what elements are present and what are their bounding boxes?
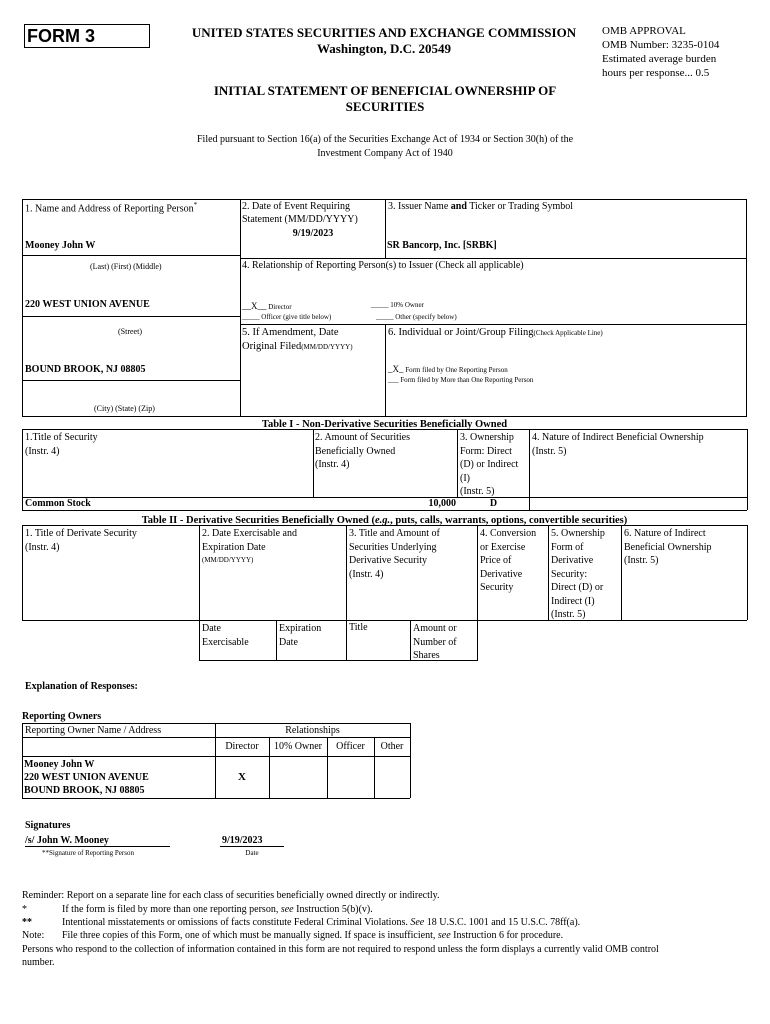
explanation-heading: Explanation of Responses: <box>25 681 138 692</box>
table1-col2-header: 2. Amount of Securities Beneficially Owned (Instr. 4) <box>315 432 410 470</box>
filed-pursuant-line2: Investment Company Act of 1940 <box>317 148 453 159</box>
form-label: FORM 3 <box>27 26 96 46</box>
signatures-heading: Signatures <box>25 820 71 831</box>
table2-col4-header: 4. Conversion or Exercise Price of Derivative Security <box>480 528 537 593</box>
table1-security-cell: Common Stock <box>25 498 91 509</box>
box4-label: 4. Relationship of Reporting Person(s) to Issuer (Check all applicable) <box>242 260 524 271</box>
more-reporting-persons-option[interactable]: ___ Form filed by More than One Reporting Person <box>388 376 534 384</box>
director-checkbox[interactable]: __X__ Director <box>242 301 292 311</box>
ten-percent-owner-header: 10% Owner <box>273 741 323 752</box>
box3-label: 3. Issuer Name and Ticker or Trading Symbol <box>388 201 574 212</box>
footnote-double-star-text: Intentional misstatements or omissions of facts constitute Federal Criminal Violations. See 18 U.S.C. 1001 and 15 U.S.C. 78ff(a). <box>62 917 581 928</box>
footnote-double-star: ** <box>22 917 32 928</box>
issuer-name: SR Bancorp, Inc. [SRBK] <box>387 240 497 251</box>
table2-title-header: Title <box>349 622 368 633</box>
footnote-star-text: If the form is filed by more than one reporting person, see Instruction 5(b)(v). <box>62 904 373 915</box>
box2-label-line2: Statement (MM/DD/YYYY) <box>242 214 358 225</box>
reminder-text: Reminder: Report on a separate line for each class of securities beneficially owned directly or indirectly. <box>22 890 440 901</box>
owner-director-value: X <box>238 771 246 783</box>
reporting-person-city: BOUND BROOK, NJ 08805 <box>25 364 146 375</box>
omb-line: Estimated average burden <box>602 53 717 65</box>
table1-amount-cell: 10,000 <box>428 498 456 509</box>
owner-name-header: Reporting Owner Name / Address <box>25 725 162 736</box>
agency-line2: Washington, D.C. 20549 <box>317 41 451 56</box>
box1-label: 1. Name and Address of Reporting Person* <box>25 201 198 215</box>
officer-header: Officer <box>336 741 365 752</box>
persons-respond-line2: number. <box>22 957 55 968</box>
table1-col3-header: 3. Ownership Form: Direct (D) or Indirect (I) (Instr. 5) <box>460 432 519 497</box>
city-state-zip-label: (City) (State) (Zip) <box>94 404 155 413</box>
officer-checkbox[interactable]: _____ Officer (give title below) <box>242 313 332 321</box>
ten-percent-owner-checkbox[interactable]: _____ 10% Owner <box>371 301 424 309</box>
table1-form-cell: D <box>489 498 498 509</box>
table2-expiration-date-header: Expiration Date <box>279 623 322 648</box>
table2-date-exercisable-header: Date Exercisable <box>202 623 249 648</box>
event-date: 9/19/2023 <box>292 228 334 239</box>
director-header: Director <box>225 741 259 752</box>
omb-line: OMB APPROVAL <box>602 25 686 37</box>
other-header: Other <box>380 741 404 752</box>
reporting-person-street: 220 WEST UNION AVENUE <box>25 299 150 310</box>
box6-label: 6. Individual or Joint/Group Filing(Check Applicable Line) <box>388 327 603 338</box>
note-label: Note: <box>22 930 45 941</box>
footnote-star: * <box>22 904 27 915</box>
signature-label: **Signature of Reporting Person <box>42 849 134 857</box>
table1-col4-header: 4. Nature of Indirect Beneficial Ownership (Instr. 5) <box>532 432 704 457</box>
persons-respond-line1: Persons who respond to the collection of information contained in this form are not required to respond unless the form displays a currently valid OMB control <box>22 944 659 955</box>
form-title-line1: INITIAL STATEMENT OF BENEFICIAL OWNERSHIP OF <box>213 83 557 98</box>
reporting-owners-heading: Reporting Owners <box>22 711 102 722</box>
name-parts-label: (Last) (First) (Middle) <box>90 262 162 271</box>
street-label: (Street) <box>118 327 142 336</box>
table2-title: Table II - Derivative Securities Beneficially Owned (e.g., puts, calls, warrants, options, convertible securities) <box>141 515 628 526</box>
box5-label-line2: Original Filed(MM/DD/YYYY) <box>242 341 353 352</box>
reporting-person-name: Mooney John W <box>25 240 96 251</box>
table2-col2-header: 2. Date Exercisable and Expiration Date (MM/DD/YYYY) <box>202 528 297 564</box>
table2-col6-header: 6. Nature of Indirect Beneficial Ownership (Instr. 5) <box>624 528 712 566</box>
agency-line1: UNITED STATES SECURITIES AND EXCHANGE COMMISSION <box>191 25 577 40</box>
note-text: File three copies of this Form, one of which must be manually signed. If space is insufficient, see Instruction 6 for procedure. <box>62 930 564 941</box>
relationships-header: Relationships <box>285 725 340 736</box>
owner-name-address: Mooney John W 220 WEST UNION AVENUE BOUND BROOK, NJ 08805 <box>24 759 149 796</box>
table2-amount-shares-header: Amount or Number of Shares <box>413 623 457 661</box>
signature-value: /s/ John W. Mooney <box>25 835 109 846</box>
signature-date-value: 9/19/2023 <box>222 835 263 846</box>
form-title-line2: SECURITIES <box>345 99 425 114</box>
filed-pursuant-line1: Filed pursuant to Section 16(a) of the Securities Exchange Act of 1934 or Section 30(h) of the <box>196 134 574 145</box>
other-checkbox[interactable]: _____ Other (specify below) <box>376 313 457 321</box>
table1-col1-header: 1.Title of Security (Instr. 4) <box>25 432 98 457</box>
table2-col3-header: 3. Title and Amount of Securities Underlying Derivative Security (Instr. 4) <box>349 528 440 580</box>
one-reporting-person-option[interactable]: _X_ Form filed by One Reporting Person <box>388 364 508 374</box>
omb-line: hours per response... 0.5 <box>602 67 710 79</box>
omb-line: OMB Number: 3235-0104 <box>602 39 720 51</box>
table1-title: Table I - Non-Derivative Securities Beneficially Owned <box>261 419 508 430</box>
omb-approval <box>602 24 719 80</box>
table2-col5-header: 5. Ownership Form of Derivative Security: Direct (D) or Indirect (I) (Instr. 5) <box>551 528 605 620</box>
signature-date-label: Date <box>245 849 259 857</box>
table2-col1-header: 1. Title of Derivate Security (Instr. 4) <box>25 528 137 553</box>
box2-label-line1: 2. Date of Event Requiring <box>242 201 351 212</box>
box5-label-line1: 5. If Amendment, Date <box>242 327 339 338</box>
